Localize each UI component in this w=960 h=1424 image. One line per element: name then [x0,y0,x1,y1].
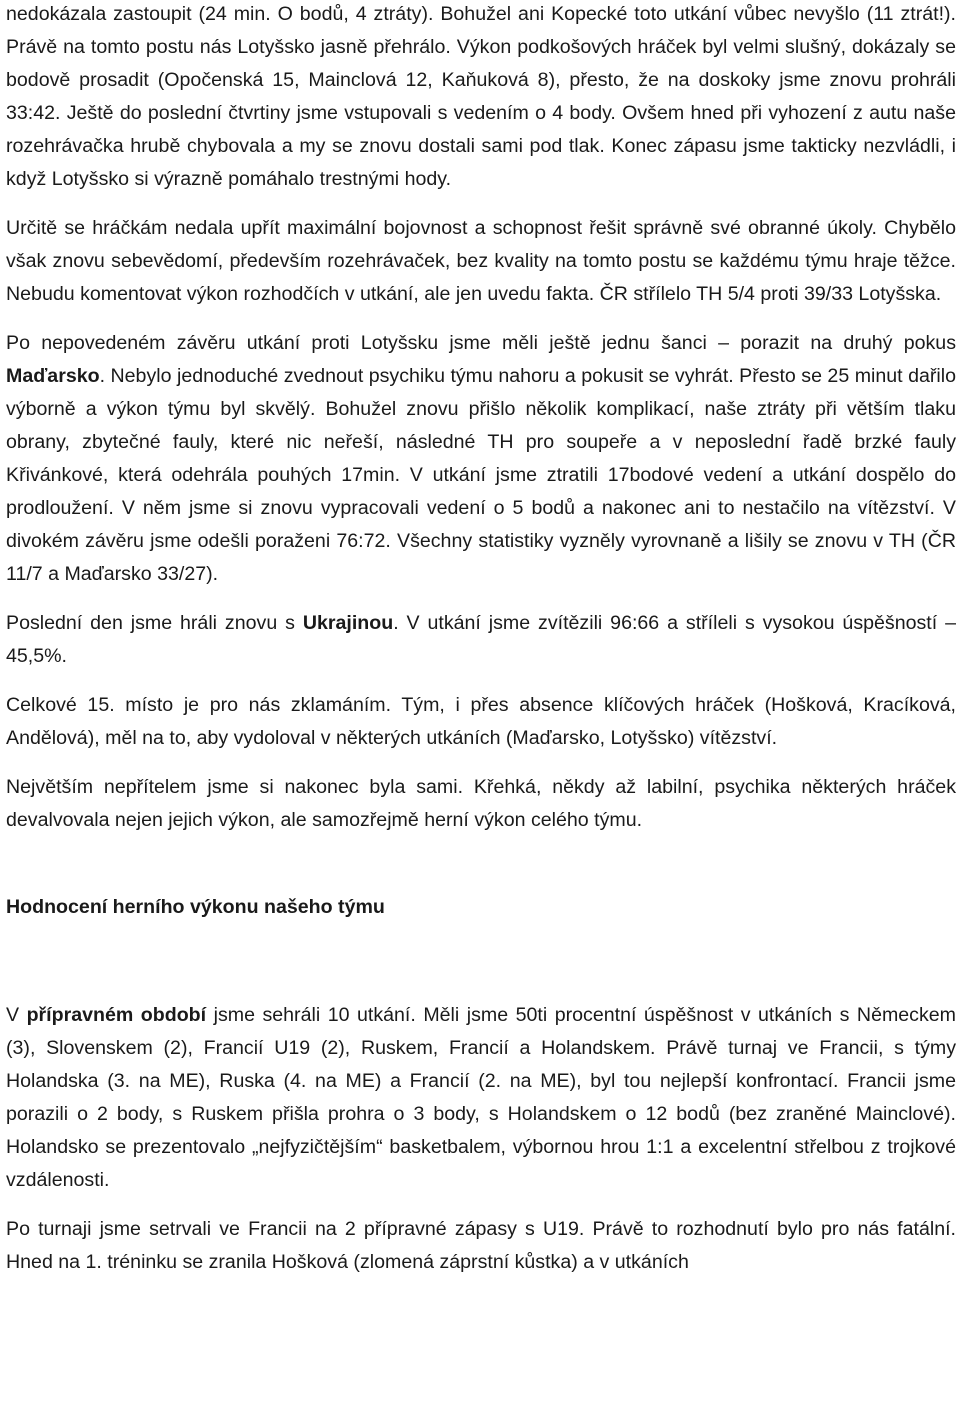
paragraph-france-friendlies [6,1213,956,1279]
paragraph-psychology [6,771,956,837]
paragraph-hungary-match [6,327,956,591]
section-heading: Hodnocení herního výkonu našeho týmu [6,896,385,918]
paragraph-preparation-period [6,999,956,1197]
paragraph-text: Po nepovedeném závěru utkání proti Lotyšsku jsme měli ještě jednu šanci – porazit na druhý pokus [6,332,956,354]
bold-team-name: Maďarsko [6,365,100,387]
paragraph-overall-placement [6,689,956,755]
paragraph-text: Po turnaji jsme setrvali ve Francii na 2 přípravné zápasy s U19. Právě to rozhodnutí bylo pro nás fatální. Hned na 1. tréninku se zranila Hošková (zlomená záprstní kůstka) a v utkáních [6,1218,956,1273]
paragraph-text: Poslední den jsme hráli znovu s [6,612,303,634]
paragraph-text: V [6,1004,27,1026]
paragraph-text: nedokázala zastoupit (24 min. O bodů, 4 ztráty). Bohužel ani Kopecké toto utkání vůbec nevyšlo (11 ztrát!). Právě na tomto postu nás Lotyšsko jasně přehrálo. Výkon podkošových hráček byl velmi slušný, dokázaly se bodově prosadit (Opočenská 15, Mainclová 12, Kaňuková 8), přesto, že na doskoky jsme znovu prohráli 33:42. Ještě do poslední čtvrtiny jsme vstupovali s vedením o 4 body. Ovšem hned při vyhození z autu naše rozehrávačka hrubě chybovala a my se znovu dostali sami pod tlak. Konec zápasu jsme takticky nezvládli, i když Lotyšsko si výrazně pomáhalo trestnými hody. [6,3,956,190]
bold-team-name: Ukrajinou [302,612,394,634]
paragraph-latvia-match [6,0,956,196]
paragraph-defense-summary [6,212,956,311]
paragraph-text: . Nebylo jednoduché zvednout psychiku týmu nahoru a pokusit se vyhrát. Přesto se 25 minut dařilo výborně a výkon týmu byl skvělý. Bohužel znovu přišlo několik komplikací, naše ztráty při větším tlaku obrany, zbytečné fauly, které nic neřeší, následné TH pro soupeře a v neposlední řadě brzké fauly Křivánkové, která odehrála pouhých 17min. V utkání jsme ztratili 17bodové vedení a utkání dospělo do prodloužení. V něm jsme si znovu vypracovali vedení o 5 bodů a nakonec ani to nestačilo na vítězství. V divokém závěru jsme odešli poraženi 76:72. Všechny statistiky vyzněly vyrovnaně a lišily se znovu v TH (ČR 11/7 a Maďarsko 33/27). [6,365,956,585]
paragraph-text: Celkové 15. místo je pro nás zklamáním. Tým, i přes absence klíčových hráček (Hošková, Kracíková, Andělová), měl na to, aby vydoloval v některých utkáních (Maďarsko, Lotyšsko) vítězství. [6,694,956,749]
bold-term: přípravném období [26,1004,207,1026]
paragraph-text: Největším nepřítelem jsme si nakonec byla sami. Křehká, někdy až labilní, psychika některých hráček devalvovala nejen jejich výkon, ale samozřejmě herní výkon celého týmu. [6,776,956,831]
paragraph-text: Určitě se hráčkám nedala upřít maximální bojovnost a schopnost řešit správně své obranné úkoly. Chybělo však znovu sebevědomí, především rozehrávaček, bez kvality na tomto postu se každému týmu hraje těžce. Nebudu komentovat výkon rozhodčích v utkání, ale jen uvedu fakta. ČR střílelo TH 5/4 proti 39/33 Lotyšska. [6,217,956,305]
document-page [6,0,956,1279]
paragraph-ukraine-match [6,607,956,673]
paragraph-text: jsme sehráli 10 utkání. Měli jsme 50ti procentní úspěšnost v utkáních s Německem (3), Slovenskem (2), Francií U19 (2), Ruskem, Francií a Holandskem. Právě turnaj ve Francii, s týmy Holandska (3. na ME), Ruska (4. na ME) a Francií (2. na ME), byl tou nejlepší konfrontací. Francii jsme porazili o 2 body, s Ruskem přišla prohra o 3 body, s Holandskem o 12 bodů (bez zraněné Mainclové). Holandsko se prezentovalo „nejfyzičtějším“ basketbalem, výbornou hrou 1:1 a excelentní střelbou z trojkové vzdálenosti. [6,1004,956,1191]
paragraph-text: . V utkání jsme zvítězili 96:66 a stříleli s vysokou úspěšností – 45,5%. [6,612,956,667]
